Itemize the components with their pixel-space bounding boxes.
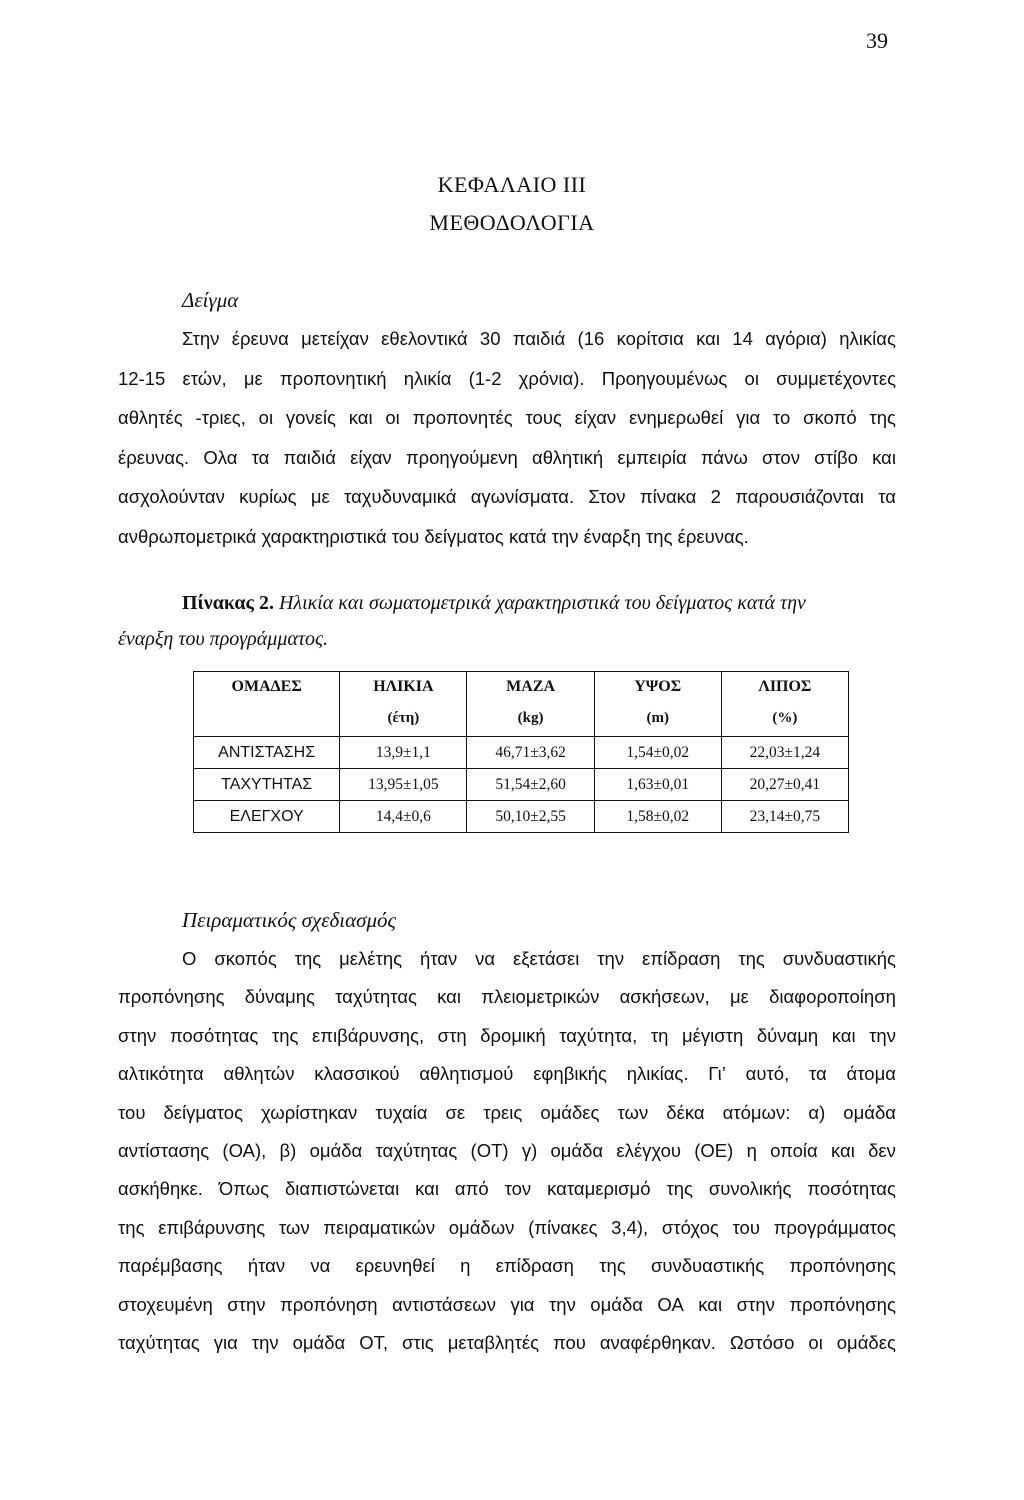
table-cell: 1,54±0,02 [594, 737, 721, 769]
word: προπόνησης [118, 986, 225, 1008]
word: και [437, 986, 461, 1008]
word: αγωνίσματα. [470, 486, 575, 507]
word: αθλητική [532, 446, 604, 468]
word: έρευνα [231, 328, 289, 349]
word: ελέγχου [616, 1140, 681, 1161]
word: αθλητών [223, 1063, 295, 1085]
word: και [830, 1140, 855, 1161]
word: ασχολούνταν [118, 486, 225, 507]
word: στόχος [661, 1216, 719, 1238]
word: δρομική [480, 1024, 546, 1046]
anthropometric-table [193, 671, 849, 833]
word: στη [437, 1024, 467, 1046]
word: -τριες, [195, 407, 246, 428]
word: ατόμων: [722, 1101, 791, 1123]
paragraph-line [118, 1102, 896, 1124]
word: συνδυαστικής [650, 1255, 765, 1277]
word: με [243, 367, 263, 389]
word: η [460, 1255, 471, 1277]
word: που [552, 1332, 586, 1353]
word: οποία [770, 1140, 818, 1161]
word: τους [525, 407, 562, 428]
word: χρόνια). [518, 367, 585, 389]
page-number: 39 [866, 28, 888, 53]
table-cell: 1,63±0,01 [594, 769, 721, 801]
word: μεταβλητές [447, 1332, 539, 1353]
word: την [251, 1332, 279, 1353]
word: της [294, 948, 322, 969]
table-caption-line1 [182, 592, 806, 615]
word: από [454, 1178, 489, 1200]
word: ταχυδυναμικά [344, 486, 457, 507]
word: οι [808, 1332, 823, 1353]
word: ταχύτητας [118, 1332, 200, 1353]
word: Στον [588, 486, 626, 507]
column-header [467, 672, 594, 737]
word: τα [251, 446, 270, 468]
word: προπόνηση [279, 1293, 378, 1315]
word: παιδιά [512, 328, 566, 349]
word: 3,4), [611, 1216, 649, 1238]
word: Όπως [218, 1178, 270, 1200]
group-name-cell: ΑΝΤΙΣΤΑΣΗΣ [194, 737, 340, 769]
word: συνολικής [708, 1178, 792, 1200]
word: επίδραση [495, 1255, 574, 1277]
word: τη [650, 1024, 669, 1046]
word: Προηγουμένως [601, 367, 728, 389]
word: (16 [577, 328, 605, 349]
design-heading: Πειραματικός σχεδιασμός [182, 908, 397, 932]
word: να [475, 948, 496, 969]
word: της [271, 1024, 299, 1046]
word: και [415, 1178, 439, 1200]
word: και [872, 446, 896, 468]
word: προγράμματος [773, 1216, 896, 1238]
word: Ολα [203, 446, 238, 468]
word: πάνω [700, 446, 748, 468]
column-header-name: ΗΛΙΚΙΑ [373, 678, 434, 695]
word: δύναμη [756, 1024, 819, 1046]
word: ταχύτητας [335, 986, 417, 1008]
paragraph-line [118, 1255, 896, 1277]
word: μέγιστη [682, 1024, 744, 1046]
word: και [348, 407, 373, 428]
word: πλειομετρικών [481, 986, 600, 1008]
word: επιβάρυνσης, [311, 1024, 425, 1046]
column-header-name: ΟΜΑΔΕΣ [231, 678, 302, 695]
word: ήταν [419, 948, 458, 969]
word: για [736, 407, 761, 428]
word: δύναμης [244, 986, 315, 1008]
table-caption-label: Πίνακας 2. [182, 592, 274, 614]
word: να [310, 1255, 331, 1277]
word: ηλικίας [839, 328, 896, 349]
word: εθελοντικά [381, 328, 468, 349]
word: Ο [182, 948, 197, 969]
word: (πίνακες [528, 1216, 598, 1238]
table-cell: 13,9±1,1 [340, 737, 467, 769]
column-header [721, 672, 848, 737]
word: της [738, 948, 765, 969]
word: στις [401, 1332, 434, 1353]
paragraph-line [118, 407, 896, 429]
chapter-title: ΜΕΘΟΔΟΛΟΓΙΑ [429, 210, 595, 235]
word: μελέτης [339, 948, 403, 969]
column-header-name: ΜΑΖΑ [506, 678, 556, 695]
word: πειραματικών [323, 1216, 436, 1238]
word: και [696, 328, 720, 349]
word: για [510, 1293, 535, 1315]
paragraph-line [118, 1217, 896, 1239]
table-cell: 23,14±0,75 [721, 801, 848, 833]
word: δείγματος [163, 1101, 243, 1123]
word: ομάδα [292, 1332, 346, 1353]
word: στίβο [814, 446, 858, 468]
word: οι [744, 367, 759, 389]
table-header-row [194, 672, 849, 737]
word: ομάδα [590, 1293, 643, 1315]
word: για [213, 1332, 238, 1353]
table-row [194, 737, 849, 769]
paragraph-line [118, 1178, 896, 1200]
paragraph-line [118, 486, 896, 508]
word: τρεις [483, 1101, 523, 1123]
word: ΟΑ [657, 1293, 684, 1315]
table-cell: 51,54±2,60 [467, 769, 594, 801]
word: ομάδα [309, 1140, 363, 1161]
column-header [194, 672, 340, 737]
word: και [698, 1293, 723, 1315]
word: ηλικία [403, 367, 452, 389]
word: 2 [710, 486, 721, 507]
word: προπόνησης [789, 1293, 896, 1315]
column-header-unit: (%) [772, 710, 798, 726]
word: της [666, 1178, 693, 1200]
word: την [548, 1293, 576, 1315]
word: ομάδα [843, 1101, 896, 1123]
word: της [599, 1255, 626, 1277]
word: το [772, 407, 791, 428]
group-name-cell: ΤΑΧΥΤΗΤΑΣ [194, 769, 340, 801]
group-name-cell: ΕΛΕΓΧΟΥ [194, 801, 340, 833]
word: δέκα [666, 1101, 705, 1123]
word: με [729, 986, 749, 1008]
word: έρευνας. [118, 446, 190, 468]
word: τυχαία [375, 1101, 428, 1123]
word: δεν [868, 1140, 896, 1161]
word: ποσότητας [169, 1024, 259, 1046]
word: και [831, 1024, 856, 1046]
column-header-unit: (kg) [517, 710, 544, 726]
word: (ΟΤ) [470, 1140, 509, 1161]
paragraph-line [182, 328, 896, 350]
word: των [278, 1216, 310, 1238]
paragraph-line [182, 948, 896, 970]
word: κορίτσια [616, 328, 684, 349]
word: (1-2 [468, 367, 502, 389]
word: είχαν [574, 407, 617, 428]
word: (ΟΑ), [222, 1140, 267, 1161]
word: την [597, 948, 625, 969]
word: Στην [182, 328, 220, 349]
word: Γι’ [708, 1063, 726, 1085]
table-cell: 14,4±0,6 [340, 801, 467, 833]
word: εμπειρία [617, 446, 687, 468]
column-header-unit: (έτη) [387, 710, 420, 726]
word: οι [258, 407, 274, 428]
chapter-number: ΚΕΦΑΛΑΙΟ ΙΙΙ [437, 172, 587, 197]
word: της [118, 1216, 145, 1238]
word: του [732, 1216, 760, 1238]
table-cell: 22,03±1,24 [721, 737, 848, 769]
word: στοχευμένη [118, 1293, 213, 1315]
word: μετείχαν [301, 328, 369, 349]
column-header [594, 672, 721, 737]
table-cell: 50,10±2,55 [467, 801, 594, 833]
sample-heading: Δείγμα [182, 288, 239, 312]
paragraph-line [118, 1332, 896, 1354]
word: κλασσικού [314, 1063, 400, 1085]
paragraph-line [118, 1025, 896, 1047]
word: στην [118, 1024, 157, 1046]
word: γονείς [285, 407, 336, 428]
word: τα [878, 486, 896, 507]
word: ομάδων [448, 1216, 515, 1238]
word: ομάδες [836, 1332, 896, 1353]
word: με [310, 486, 330, 507]
word: ομάδες [540, 1101, 600, 1123]
column-header-unit: (m) [646, 710, 669, 726]
word: αθλητισμού [419, 1063, 514, 1085]
word: σκοπό [803, 407, 857, 428]
word: στην [227, 1293, 266, 1315]
word: ήταν [247, 1255, 286, 1277]
word: χωρίστηκαν [261, 1101, 358, 1123]
word: καταμερισμό [547, 1178, 651, 1200]
word: σε [445, 1101, 466, 1123]
word: ΟΤ, [359, 1332, 389, 1353]
word: των [617, 1101, 649, 1123]
word: διαφοροποίηση [769, 986, 896, 1008]
paragraph-line [118, 1140, 896, 1162]
word: την [869, 1024, 896, 1046]
word: ταχύτητας [375, 1140, 458, 1161]
paragraph-line: ανθρωπομετρικά χαρακτηριστικά του δείγματος κατά την έναρξη της έρευνας. [118, 526, 749, 547]
paragraph-line [118, 447, 896, 469]
word: αντιστάσεων [392, 1293, 496, 1315]
word: (ΟΕ) [694, 1140, 734, 1161]
word: 12-15 [118, 367, 166, 389]
word: παρουσιάζονται [735, 486, 864, 507]
word: ετών, [182, 367, 227, 389]
word: αναφέρθηκαν. [599, 1332, 716, 1353]
word: ηλικίας. [626, 1063, 689, 1085]
word: συμμετέχοντες [776, 367, 896, 389]
column-header [340, 672, 467, 737]
word: γ) [521, 1140, 538, 1161]
word: στην [736, 1293, 775, 1315]
word: προπονητική [279, 367, 387, 389]
word: Ωστόσο [729, 1332, 795, 1353]
word: στον [761, 446, 800, 468]
word: αγόρια) [765, 328, 827, 349]
column-header-name: ΥΨΟΣ [634, 678, 682, 695]
word: ασκήσεων, [619, 986, 710, 1008]
table-cell: 20,27±0,41 [721, 769, 848, 801]
word: του [118, 1101, 146, 1123]
table-caption-title: Ηλικία και σωματομετρικά χαρακτηριστικά του δείγματος κατά την [278, 592, 806, 614]
table-body [194, 737, 849, 833]
word: άτομα [846, 1063, 896, 1085]
word: επίδραση [642, 948, 721, 969]
word: οι [385, 407, 400, 428]
word: προπονητές [412, 407, 513, 428]
word: εξετάσει [513, 948, 580, 969]
word: α) [808, 1101, 826, 1123]
word: η [746, 1140, 757, 1161]
word: ασκήθηκε. [118, 1178, 203, 1200]
paragraph-line [118, 368, 896, 390]
word: ομάδα [550, 1140, 604, 1161]
word: συνδυαστικής [782, 948, 896, 969]
word: 14 [732, 328, 753, 349]
word: αθλητές [118, 407, 183, 428]
word: προπόνησης [789, 1255, 896, 1277]
word: σκοπός [214, 948, 277, 969]
table-caption-line2: έναρξη του προγράμματος. [118, 628, 329, 650]
word: είχαν [350, 446, 392, 468]
word: επιβάρυνσης [158, 1216, 266, 1238]
word: ταχύτητα, [559, 1024, 638, 1046]
column-header-name: ΛΙΠΟΣ [758, 678, 812, 695]
word: τον [504, 1178, 532, 1200]
word: τα [809, 1063, 827, 1085]
word: της [869, 407, 896, 428]
table-row [194, 801, 849, 833]
word: διαπιστώνεται [284, 1178, 400, 1200]
paragraph-line [118, 1294, 896, 1316]
word: β) [279, 1140, 297, 1161]
word: ποσότητας [807, 1178, 896, 1200]
word: ενημερωθεί [628, 407, 724, 428]
word: 30 [479, 328, 501, 349]
table-cell: 13,95±1,05 [340, 769, 467, 801]
word: πίνακα [639, 486, 697, 507]
word: παιδιά [283, 446, 336, 468]
word: κυρίως [239, 486, 297, 507]
word: αλτικότητα [118, 1063, 204, 1085]
table-cell: 1,58±0,02 [594, 801, 721, 833]
paragraph-line [118, 1063, 896, 1085]
word: παρέμβασης [118, 1255, 223, 1277]
table-cell: 46,71±3,62 [467, 737, 594, 769]
word: αυτό, [745, 1063, 790, 1085]
paragraph-line [118, 986, 896, 1008]
table-row [194, 769, 849, 801]
word: εφηβικής [533, 1063, 607, 1085]
word: προηγούμενη [405, 446, 518, 468]
word: ερευνηθεί [355, 1255, 435, 1277]
word: αντίστασης [118, 1140, 210, 1161]
